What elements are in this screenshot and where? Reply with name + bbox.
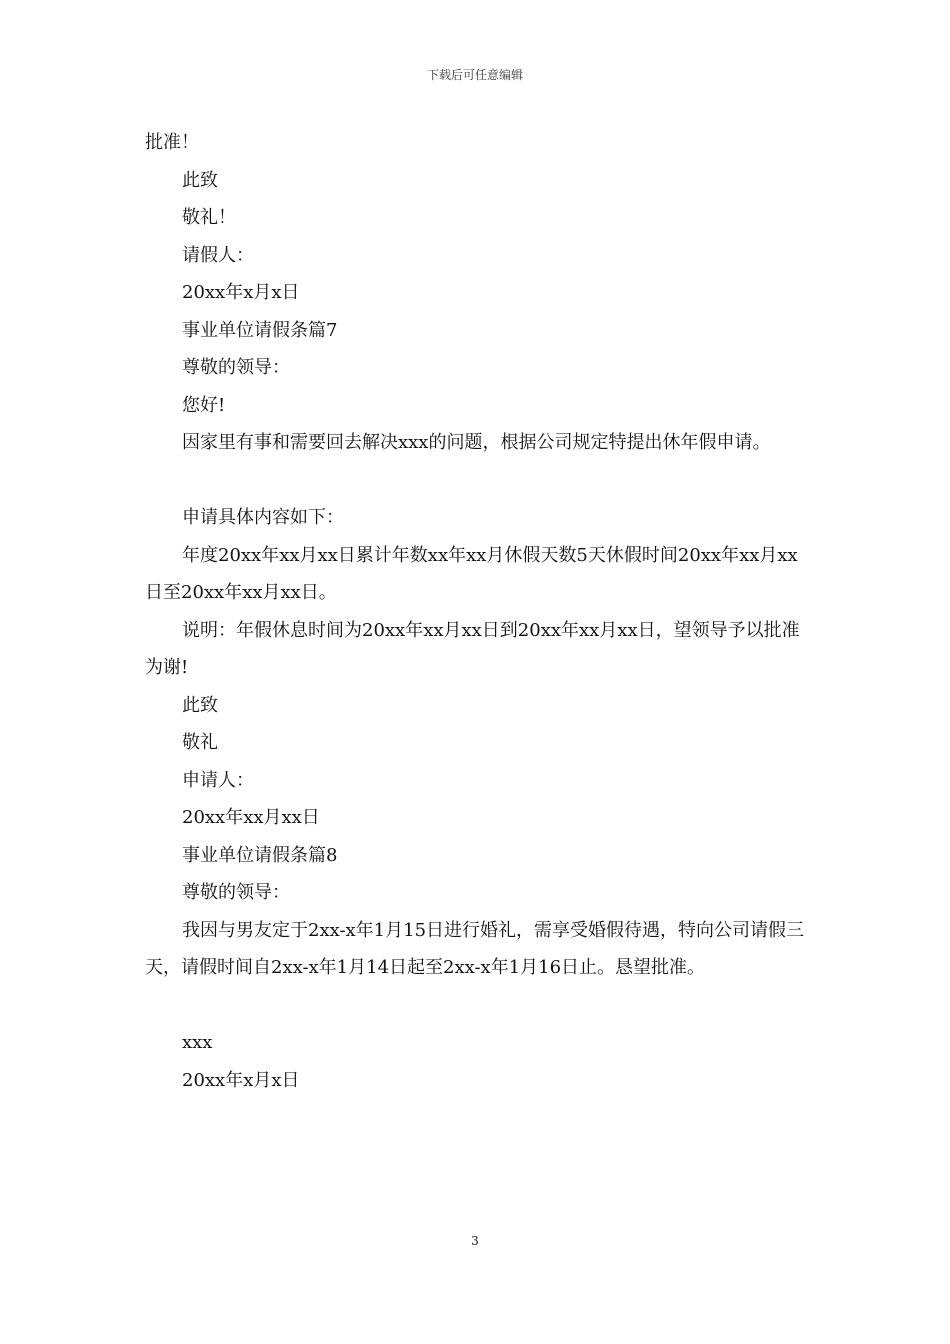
text-line: 敬礼 — [182, 732, 218, 753]
text-line: 申请具体内容如下： — [182, 507, 344, 528]
date-line: 20xx年x月x日 — [182, 282, 300, 303]
text-line: 批准！ — [145, 132, 199, 153]
signature: xxx — [182, 1032, 213, 1053]
section-title: 事业单位请假条篇7 — [182, 319, 338, 341]
date-line: 20xx年x月x日 — [182, 1069, 300, 1091]
page-header: 下载后可任意编辑 — [426, 68, 523, 82]
text-line: 敬礼！ — [182, 207, 236, 228]
blank-line — [145, 987, 813, 1025]
text-line: 申请人： — [182, 769, 254, 791]
paragraph: 说明：年假休息时间为20xx年xx月xx日到20xx年xx月xx日，望领导予以批准为谢! — [145, 619, 800, 678]
date-line: 20xx年xx月xx日 — [182, 807, 320, 828]
blank-line — [145, 462, 813, 500]
text-line: 此致 — [182, 694, 218, 716]
salutation: 尊敬的领导： — [182, 357, 290, 378]
document-body — [145, 124, 813, 1099]
paragraph: 年度20xx年xx月xx日累计年数xx年xx月休假天数5天休假时间20xx年xx月xx日至20xx年xx月xx日。 — [145, 544, 798, 603]
page-number: 3 — [471, 1234, 479, 1248]
paragraph: 因家里有事和需要回去解决xxx的问题，根据公司规定特提出休年假申请。 — [182, 432, 771, 453]
salutation: 尊敬的领导： — [182, 882, 290, 903]
text-line: 请假人： — [182, 244, 254, 266]
text-line: 此致 — [182, 169, 218, 191]
section-title: 事业单位请假条篇8 — [182, 844, 338, 866]
greeting: 您好! — [182, 394, 226, 416]
paragraph: 我因与男友定于2xx-x年1月15日进行婚礼，需享受婚假待遇，特向公司请假三天，请假时间自2xx-x年1月14日起至2xx-x年1月16日止。恳望批准。 — [145, 919, 805, 978]
